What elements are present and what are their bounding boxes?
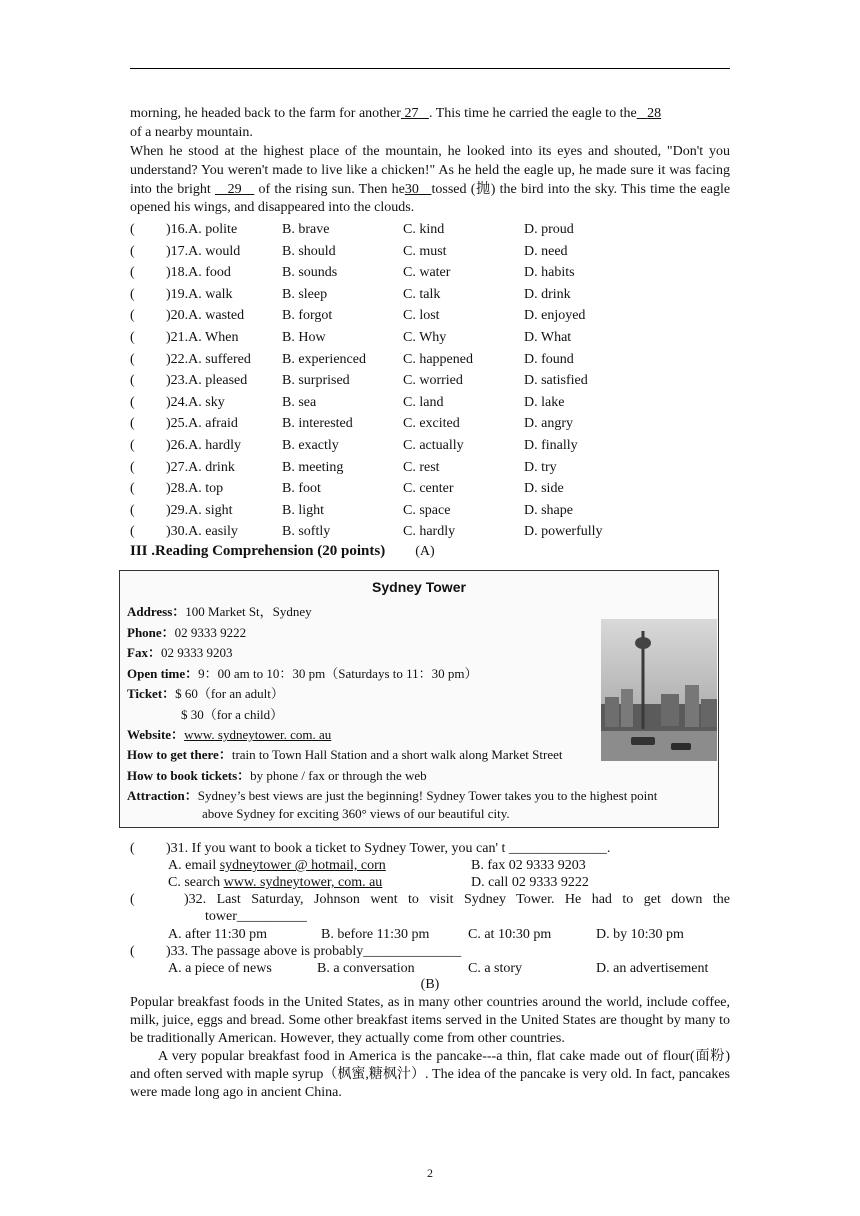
option-b: B. sleep xyxy=(282,286,328,302)
option-c: C. must xyxy=(403,243,447,259)
question-paren: ( xyxy=(130,222,135,237)
blank-27: 27 xyxy=(404,106,419,121)
question-paren: ( xyxy=(130,437,135,453)
card-ticket-adult: Ticket：$ 60（for an adult） xyxy=(127,686,284,701)
sydney-tower-ad xyxy=(119,570,719,828)
cloze-question-row xyxy=(130,305,730,327)
option-a: )26.A. hardly xyxy=(166,437,242,453)
question-paren: ( xyxy=(130,243,135,259)
option-b: B. forgot xyxy=(282,308,333,324)
option-c: C. space xyxy=(403,502,451,518)
option-a: )21.A. When xyxy=(166,329,239,345)
cloze-question-row xyxy=(130,284,730,306)
option-c: C. center xyxy=(403,481,454,497)
option-a: )19.A. walk xyxy=(166,286,233,302)
option-d: D. need xyxy=(524,243,568,259)
option-a: )22.A. suffered xyxy=(166,351,251,367)
option-a: )24.A. sky xyxy=(166,394,225,410)
cloze-question-row xyxy=(130,241,730,263)
option-b: B. experienced xyxy=(282,351,366,367)
question-paren: ( xyxy=(130,329,135,345)
option-c: C. actually xyxy=(403,437,464,453)
option-d: D. What xyxy=(524,329,572,345)
section-title: III .Reading Comprehension (20 points) (A) xyxy=(130,543,435,559)
option-d: D. lake xyxy=(524,394,565,410)
question-paren: ( xyxy=(130,524,135,540)
option-c: C. excited xyxy=(403,416,460,432)
option-d: D. drink xyxy=(524,286,571,302)
passage-paragraph-2: When he stood at the highest place of the mountain, he looked into its eyes and shouted, "Don't you understand? You weren't made to live like a chicken!" As he held the eagle up, he made sure it was facing into the bright 29 of the rising sun. Then he30 tossed (抛) the bird into the sky. This time the eagle opened his wings, and disappeared into the clouds. xyxy=(130,144,731,216)
option-b: B. How xyxy=(282,329,326,345)
option-c: C. worried xyxy=(403,373,463,389)
option-c: C. hardly xyxy=(403,524,456,540)
question-paren: ( xyxy=(130,416,135,432)
option-d: D. satisfied xyxy=(524,373,588,389)
card-fax: Fax：02 9333 9203 xyxy=(127,645,233,660)
question-paren: ( xyxy=(130,481,135,497)
option-a: )29.A. sight xyxy=(166,502,233,518)
q32-stem-cont: tower__________ xyxy=(205,909,307,924)
blank-29: 29 xyxy=(227,181,242,197)
q33-paren: ( xyxy=(130,944,135,959)
blank-30: 30 xyxy=(404,181,419,197)
q32-option-c: C. at 10:30 pm xyxy=(468,927,552,942)
option-a: )30.A. easily xyxy=(166,524,238,540)
q31-option-b: B. fax 02 9333 9203 xyxy=(471,858,586,873)
option-d: D. side xyxy=(524,481,564,497)
option-b: B. surprised xyxy=(282,373,350,389)
option-d: D. proud xyxy=(524,222,574,237)
option-c: C. lost xyxy=(403,308,440,324)
q33-option-b: B. a conversation xyxy=(317,961,415,976)
option-c: C. happened xyxy=(403,351,473,367)
option-a: )28.A. top xyxy=(166,481,224,497)
option-a: )25.A. afraid xyxy=(166,416,238,432)
option-b: B. light xyxy=(282,502,325,518)
cloze-question-row xyxy=(130,500,730,522)
cloze-question-row xyxy=(130,392,730,414)
passage-paragraph-1: morning, he headed back to the farm for another 27 . This time he carried the eagle to the 28 of a nearby mountain. xyxy=(130,106,662,140)
cloze-question-row xyxy=(130,349,730,371)
card-title: Sydney Tower xyxy=(372,579,466,595)
cloze-question-list xyxy=(130,219,730,543)
option-d: D. habits xyxy=(524,265,575,281)
q32-stem: )32. Last Saturday, Johnson went to visit Sydney Tower. He had to get down the xyxy=(184,892,730,907)
q31-paren: ( xyxy=(130,841,135,856)
card-attraction-cont: above Sydney for exciting 360° views of our beautiful city. xyxy=(202,806,510,821)
card-phone: Phone：02 9333 9222 xyxy=(127,625,247,640)
option-c: C. land xyxy=(403,394,444,410)
option-b: B. foot xyxy=(282,481,321,497)
option-b: B. sounds xyxy=(282,265,338,281)
cloze-question-row xyxy=(130,370,730,392)
option-c: C. water xyxy=(403,265,451,281)
q31-option-a: A. email sydneytower @ hotmail, corn xyxy=(168,858,386,873)
card-address: Address：100 Market St，Sydney xyxy=(127,604,312,619)
sydney-tower-photo xyxy=(601,619,717,761)
cloze-question-row xyxy=(130,435,730,457)
question-paren: ( xyxy=(130,394,135,410)
cloze-question-row xyxy=(130,521,730,543)
option-d: D. found xyxy=(524,351,574,367)
card-open-time: Open time：9：00 am to 10：30 pm（Saturdays to 11：30 pm） xyxy=(127,666,478,681)
option-a: )23.A. pleased xyxy=(166,373,248,389)
q32-paren: ( xyxy=(130,892,135,907)
cloze-question-row xyxy=(130,327,730,349)
option-c: C. Why xyxy=(403,329,447,345)
q33-option-a: A. a piece of news xyxy=(168,961,272,976)
option-b: B. interested xyxy=(282,416,353,432)
option-b: B. should xyxy=(282,243,336,259)
page-number: 2 xyxy=(427,1166,433,1180)
option-a: )18.A. food xyxy=(166,265,231,281)
passage-b-paragraph-2: A very popular breakfast food in America is the pancake---a thin, flat cake made out of flour(面粉) and often served with maple syrup（枫蜜,糖枫汁）. The idea of the pancake is very old. In fact, pancakes were made long ago in ancient China. xyxy=(130,1049,730,1101)
option-b: B. brave xyxy=(282,222,330,237)
cloze-question-row xyxy=(130,262,730,284)
option-d: D. finally xyxy=(524,437,578,453)
q31-stem: )31. If you want to book a ticket to Sydney Tower, you can' t ______________. xyxy=(166,841,611,856)
q31-option-c: C. search www. sydneytower, com. au xyxy=(168,875,383,890)
option-b: B. exactly xyxy=(282,437,339,453)
cloze-question-row xyxy=(130,457,730,479)
option-a: )27.A. drink xyxy=(166,459,235,475)
option-b: B. softly xyxy=(282,524,331,540)
q33-stem: )33. The passage above is probably______________ xyxy=(166,944,462,959)
card-ticket-child: $ 30（for a child） xyxy=(181,707,284,722)
section-a-label: (A) xyxy=(415,544,435,559)
q32-option-a: A. after 11:30 pm xyxy=(168,927,268,942)
cloze-question-row xyxy=(130,413,730,435)
question-paren: ( xyxy=(130,351,135,367)
option-a: )16.A. polite xyxy=(166,222,238,237)
option-a: )17.A. would xyxy=(166,243,241,259)
question-paren: ( xyxy=(130,373,135,389)
q33-option-d: D. an advertisement xyxy=(596,961,709,976)
option-c: C. rest xyxy=(403,459,440,475)
option-c: C. kind xyxy=(403,222,445,237)
q33-option-c: C. a story xyxy=(468,961,523,976)
option-d: D. shape xyxy=(524,502,573,518)
option-b: B. meeting xyxy=(282,459,344,475)
q31-option-d: D. call 02 9333 9222 xyxy=(471,875,589,890)
option-d: D. angry xyxy=(524,416,573,432)
question-paren: ( xyxy=(130,459,135,475)
cloze-question-row xyxy=(130,219,730,241)
question-paren: ( xyxy=(130,265,135,281)
q32-option-b: B. before 11:30 pm xyxy=(321,927,430,942)
passage-b-paragraph-1: Popular breakfast foods in the United States, as in many other countries around the world, include coffee, milk, juice, eggs and bread. Some other breakfast items served in the United States are thought by many to be traditionally American. However, they actually come from other countries. xyxy=(130,995,730,1047)
question-paren: ( xyxy=(130,308,135,324)
option-b: B. sea xyxy=(282,394,317,410)
option-c: C. talk xyxy=(403,286,441,302)
card-website: Website：www. sydneytower. com. au xyxy=(127,727,332,742)
header-rule xyxy=(130,68,730,69)
q32-option-d: D. by 10:30 pm xyxy=(596,927,684,942)
blank-28: 28 xyxy=(647,106,662,121)
card-how-to-book: How to book tickets：by phone / fax or through the web xyxy=(127,768,427,783)
card-attraction: Attraction：Sydney’s best views are just the beginning! Sydney Tower takes you to the highest point xyxy=(127,788,658,803)
card-how-to-get: How to get there：train to Town Hall Station and a short walk along Market Street xyxy=(127,747,563,762)
section-b-label: (B) xyxy=(420,977,440,992)
cloze-question-row xyxy=(130,478,730,500)
option-a: )20.A. wasted xyxy=(166,308,245,324)
question-paren: ( xyxy=(130,286,135,302)
option-d: D. try xyxy=(524,459,557,475)
option-d: D. enjoyed xyxy=(524,308,586,324)
question-paren: ( xyxy=(130,502,135,518)
option-d: D. powerfully xyxy=(524,524,603,540)
